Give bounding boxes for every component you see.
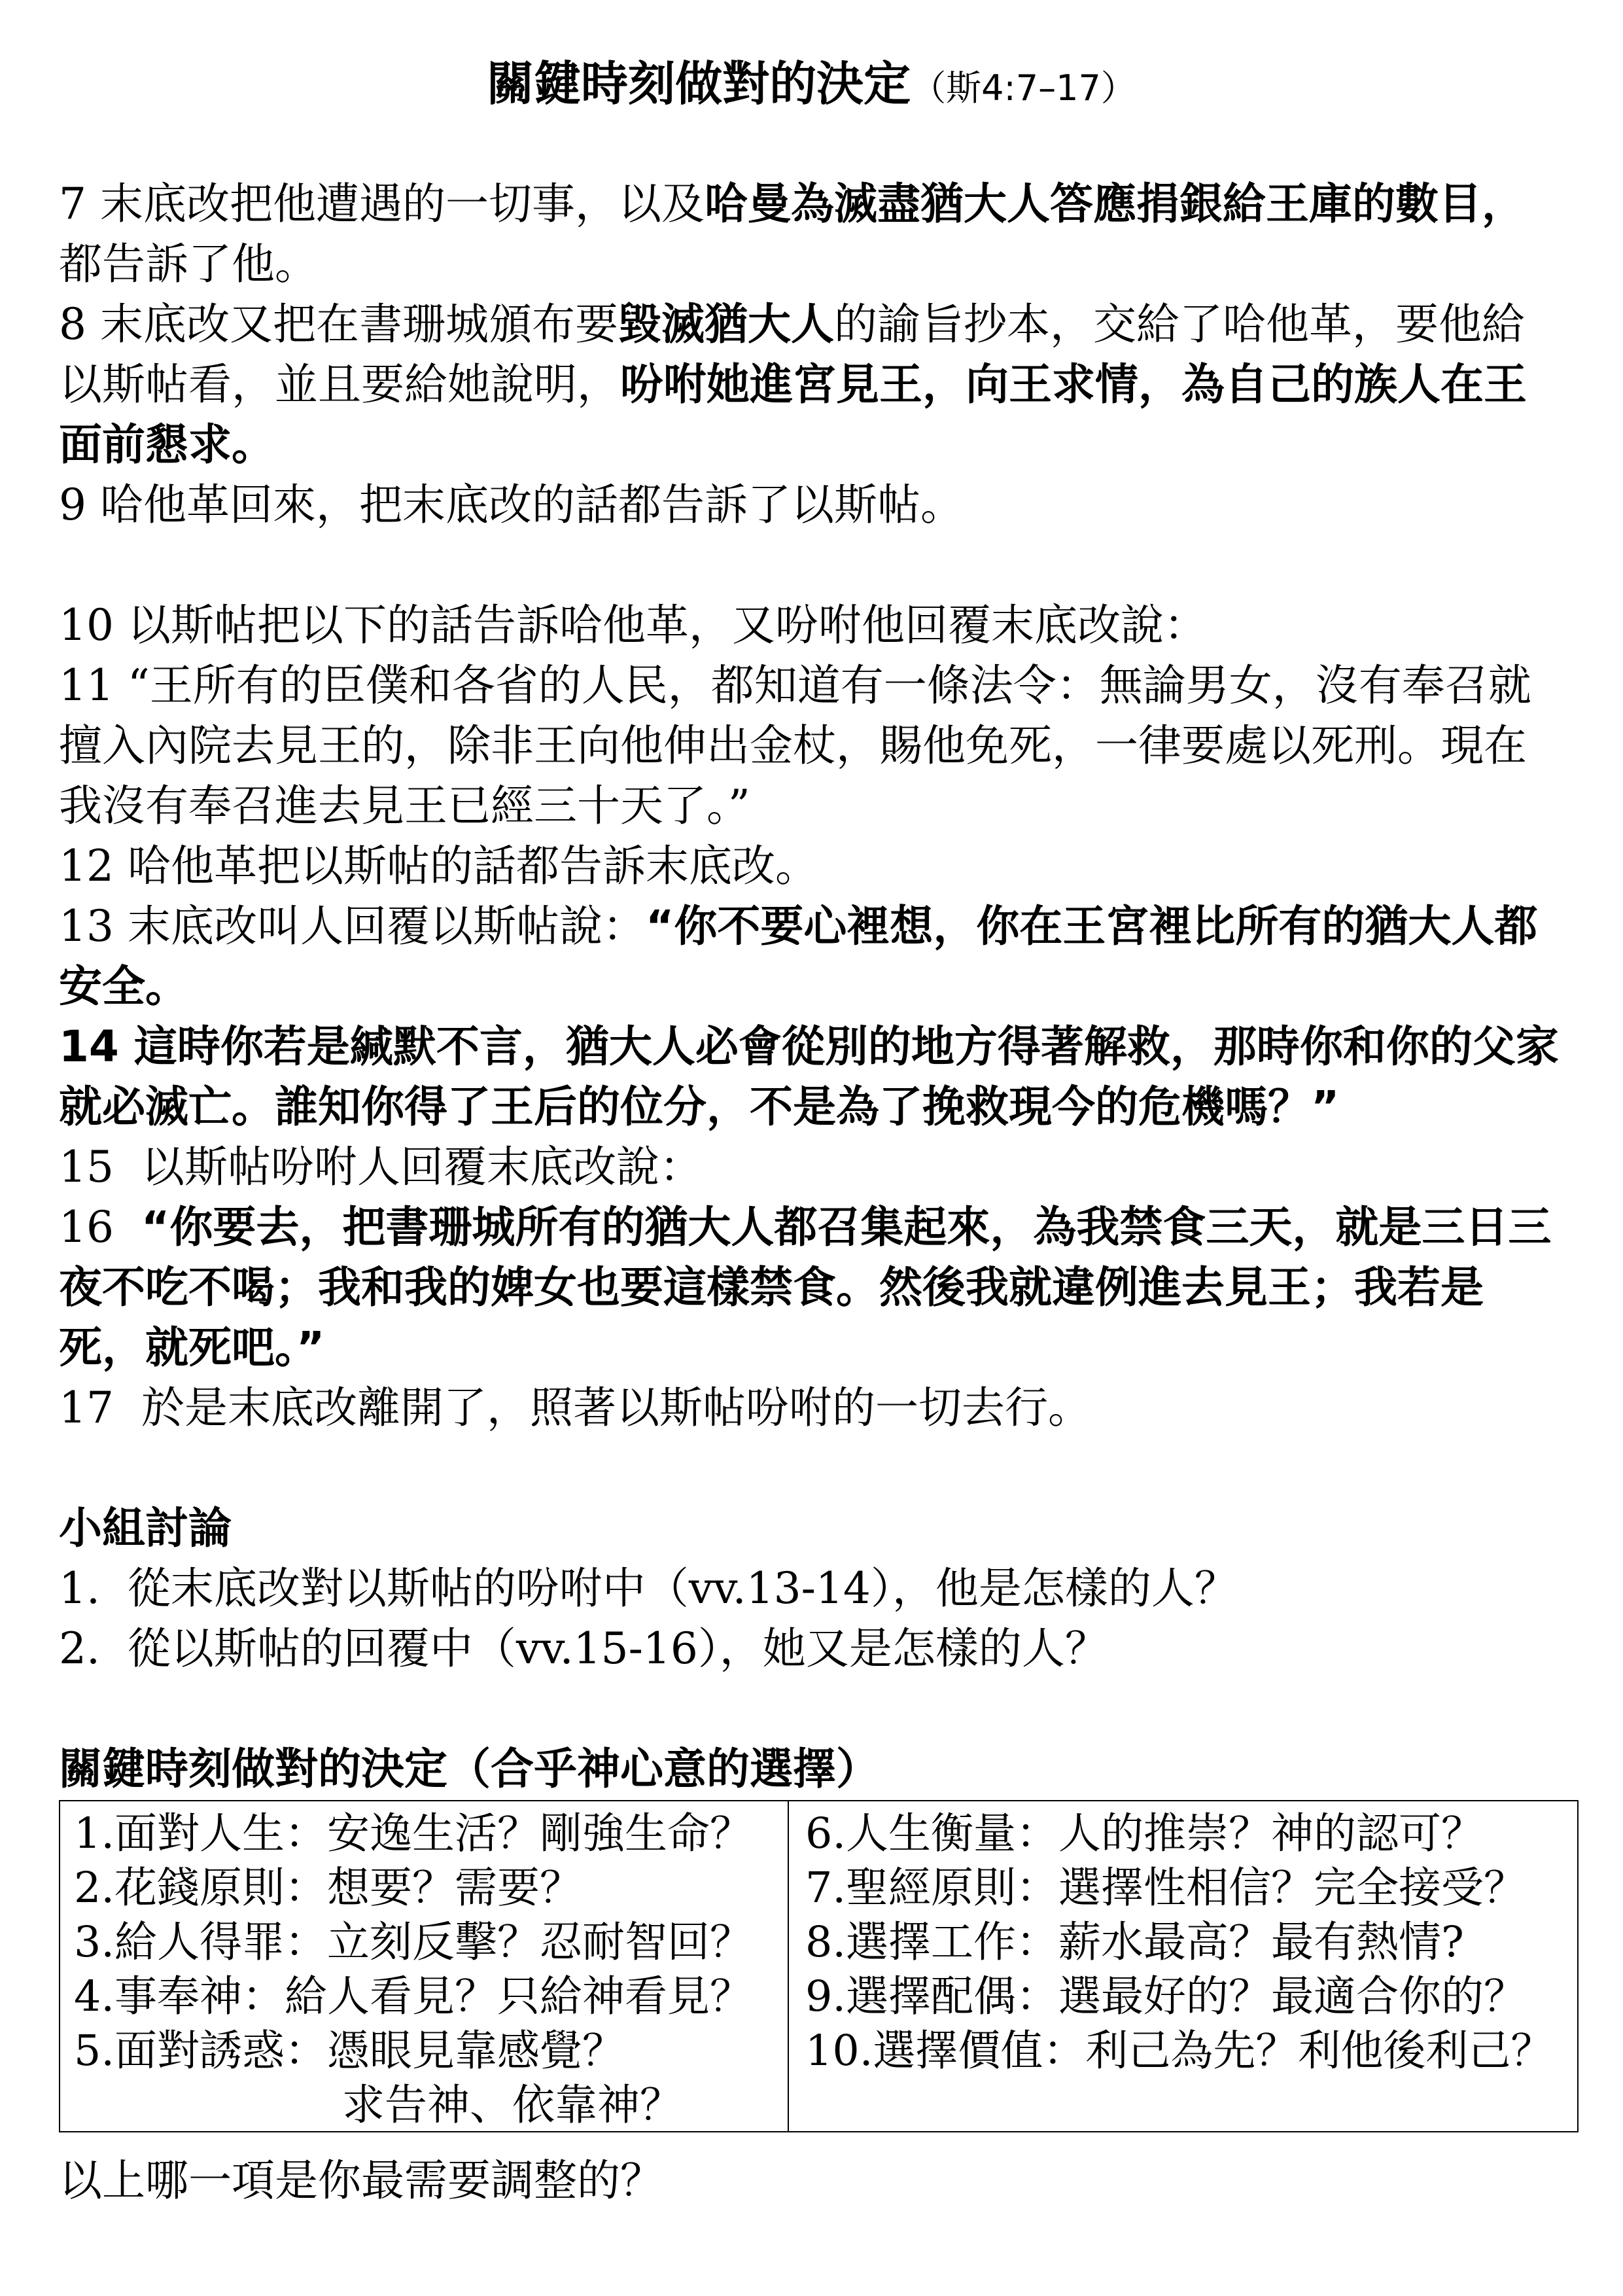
- blank-line: [59, 1679, 1603, 1739]
- verse-text: 7 末底改把他遭遇的一切事，以及: [59, 179, 705, 229]
- choice-item: 6.人生衡量：人的推崇？神的認可？: [805, 1809, 1484, 1858]
- emphasis-text: 死，就死吧。”: [59, 1322, 325, 1373]
- choice-item: 2.花錢原則：想要？需要？: [74, 1863, 583, 1913]
- passage-line: [59, 1378, 1603, 1438]
- closing-question: 以上哪一項是你最需要調整的？: [59, 2155, 663, 2206]
- verse-text: 17 於是末底改離開了，照著以斯帖吩咐的一切去行。: [59, 1383, 1091, 1433]
- passage-line: [59, 1137, 1603, 1197]
- passage-line: [59, 355, 1603, 415]
- passage-line: [59, 234, 1603, 294]
- blank-line: [59, 1438, 1603, 1498]
- verse-text: 都告訴了他。: [59, 239, 318, 289]
- verse-text: 8 末底改又把在書珊城頒布要: [59, 299, 618, 349]
- emphasis-text: 哈曼為滅盡猶大人答應捐銀給王庫的數目，: [704, 179, 1525, 229]
- passage-line: [59, 595, 1603, 656]
- emphasis-text: 夜不吃不喝；我和我的婢女也要這樣禁食。然後我就違例進去見王；我若是: [59, 1262, 1484, 1313]
- verse-text: 以斯帖看，並且要給她說明，: [59, 359, 620, 410]
- passage-line: [59, 475, 1603, 535]
- passage-line: [59, 174, 1603, 234]
- emphasis-text: 面前懇求。: [59, 419, 275, 470]
- passage-line: [59, 1318, 1603, 1378]
- passage-line: [59, 957, 1603, 1017]
- choices-column-left: [60, 1801, 789, 2131]
- discussion-question-text: 1. 從末底改對以斯帖的吩咐中（vv.13-14），他是怎樣的人？: [59, 1563, 1238, 1614]
- verse-text: 11 “王所有的臣僕和各省的人民，都知道有一條法令：無論男女，沒有奉召就: [59, 660, 1531, 711]
- passage-line: [59, 1258, 1603, 1318]
- choice-item: 9.選擇配偶：選最好的？最適合你的？: [805, 1972, 1527, 2021]
- verse-text: 擅入內院去見王的，除非王向他伸出金杖，賜他免死，一律要處以死刑。現在: [59, 720, 1527, 771]
- choices-table: [59, 1800, 1579, 2132]
- title-text: 關鍵時刻做對的決定: [487, 56, 911, 111]
- choice-item: 10.選擇價值：利己為先？利他後利己？: [805, 2026, 1554, 2075]
- discussion-question: [59, 1559, 1603, 1619]
- verse-text: 我沒有奉召進去見王已經三十天了。”: [59, 781, 750, 831]
- choice-item: 3.給人得罪：立刻反擊？忍耐智回？: [74, 1918, 753, 1967]
- choice-item-continuation: 求告神、依靠神？: [342, 2081, 683, 2130]
- emphasis-text: 毀滅猶大人: [618, 299, 834, 349]
- blank-line: [59, 535, 1603, 595]
- passage-line: [59, 716, 1603, 776]
- choice-item: 1.面對人生：安逸生活？剛強生命？: [74, 1809, 753, 1858]
- discussion-question: [59, 1619, 1603, 1679]
- passage-line: [59, 415, 1603, 475]
- discussion-heading: 小組討論: [59, 1503, 232, 1553]
- verse-text: 10 以斯帖把以下的話告訴哈他革，又吩咐他回覆末底改說：: [59, 600, 1207, 650]
- emphasis-text: 14 這時你若是緘默不言，猶大人必會從別的地方得著解救，那時你和你的父家: [59, 1021, 1559, 1072]
- verse-text: 16: [59, 1202, 141, 1252]
- emphasis-text: “你要去，把書珊城所有的猶大人都召集起來，為我禁食三天，就是三日三: [141, 1202, 1552, 1252]
- verse-text: 15 以斯帖吩咐人回覆末底改說：: [59, 1142, 703, 1192]
- passage-line: [59, 656, 1603, 716]
- emphasis-text: “你不要心裡想，你在王宮裡比所有的猶大人都: [645, 901, 1538, 951]
- choice-item: 5.面對誘惑：憑眼見靠感覺？: [74, 2026, 625, 2075]
- verse-text: 的諭旨抄本，交給了哈他革，要他給: [833, 299, 1525, 349]
- choice-item: 8.選擇工作：薪水最高？最有熱情?: [805, 1918, 1464, 1967]
- passage-line: [59, 776, 1603, 836]
- choice-item: 4.事奉神：給人看見？只給神看見？: [74, 1972, 753, 2021]
- passage-line: [59, 1017, 1603, 1077]
- choice-item: 7.聖經原則：選擇性相信？完全接受？: [805, 1863, 1527, 1913]
- scripture-reference: （斯4:7–17）: [911, 67, 1136, 109]
- choices-column-right: [789, 1801, 1577, 2131]
- emphasis-text: 吩咐她進宮見王，向王求情，為自己的族人在王: [620, 359, 1527, 410]
- verse-text: 12 哈他革把以斯帖的話都告訴末底改。: [59, 841, 818, 891]
- verse-text: 13 末底改叫人回覆以斯帖說：: [59, 901, 646, 951]
- passage-line: [59, 1077, 1603, 1137]
- passage-line: [59, 294, 1603, 355]
- page-title: [0, 52, 1623, 115]
- passage-line: [59, 1197, 1603, 1258]
- choices-heading: 關鍵時刻做對的決定（合乎神心意的選擇）: [59, 1744, 879, 1794]
- passage-body: [59, 174, 1603, 1799]
- passage-line: [59, 896, 1603, 957]
- emphasis-text: 就必滅亡。誰知你得了王后的位分，不是為了挽救現今的危機嗎？”: [59, 1082, 1340, 1132]
- verse-text: 9 哈他革回來，把末底改的話都告訴了以斯帖。: [59, 480, 964, 530]
- passage-line: [59, 836, 1603, 896]
- emphasis-text: 安全。: [59, 961, 188, 1012]
- discussion-question-text: 2. 從以斯帖的回覆中（vv.15-16），她又是怎樣的人？: [59, 1623, 1108, 1674]
